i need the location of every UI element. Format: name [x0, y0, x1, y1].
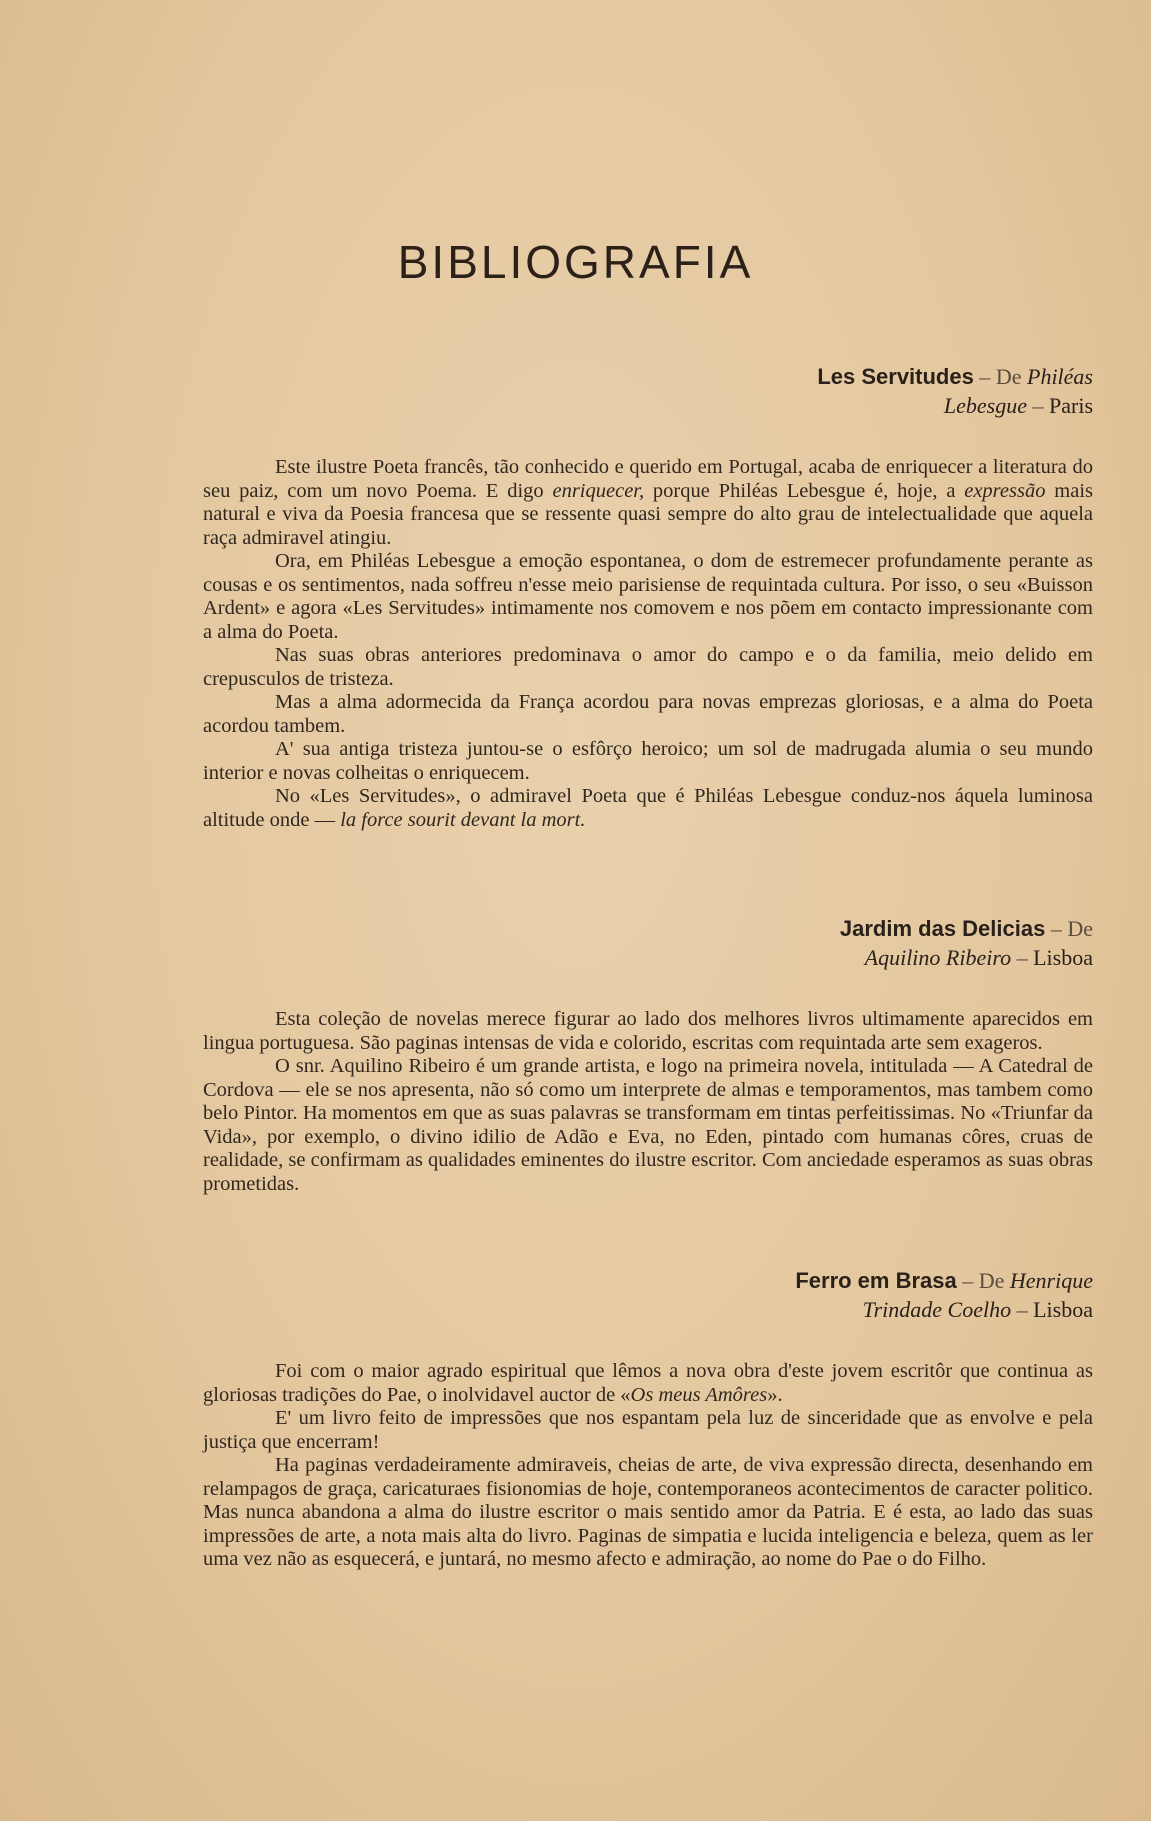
paragraph: Esta coleção de novelas merece figurar ao lado dos melhores livros ultimamente aparecidos em lingua portuguesa. São paginas intensas de vida e colorido, escritas com requintada arte sem exageros.	[203, 1008, 1093, 1054]
heading-line-1	[203, 914, 1093, 943]
publication-place: Lisboa	[1033, 1297, 1093, 1322]
paragraph: E' um livro feito de impressões que nos espantam pela luz de sinceridade que as envolve e pela justiça que encerram!	[203, 1407, 1093, 1453]
paragraph: Ora, em Philéas Lebesgue a emoção espontanea, o dom de estremecer profundamente perante as cousas e os sentimentos, nada soffreu n'esse meio parisiense de requintada cultura. Por isso, o seu «Buisson Ardent» e agora «Les Servitudes» intimamente nos comovem e nos põem em contacto impressionante com a alma do Poeta.	[203, 550, 1093, 643]
review-ferro-em-brasa	[203, 1266, 1093, 1572]
text: ».	[767, 1383, 783, 1406]
review-body	[203, 456, 1093, 832]
author-first: Philéas	[1027, 364, 1093, 389]
publication-place: Paris	[1049, 393, 1093, 418]
review-les-servitudes	[203, 362, 1093, 832]
separator: – De	[1045, 916, 1093, 941]
author-first: Henrique	[1009, 1268, 1093, 1293]
page-title: BIBLIOGRAFIA	[397, 236, 754, 288]
separator: –	[1011, 945, 1034, 970]
separator: –	[1011, 1297, 1034, 1322]
paragraph: Mas a alma adormecida da França acordou para novas emprezas gloriosas, e a alma do Poeta acordou tambem.	[203, 691, 1093, 737]
text: No «Les Servitudes», o admiravel Poeta que é Philéas Lebesgue conduz-nos áquela luminosa altitude onde —	[203, 785, 1093, 831]
publication-place: Lisboa	[1033, 945, 1093, 970]
review-jardim-das-delicias	[203, 914, 1093, 1196]
emphasis: la force sourit devant la mort.	[340, 808, 586, 831]
emphasis: enriquecer,	[552, 479, 645, 502]
book-title: Ferro em Brasa	[795, 1268, 957, 1293]
text: Este ilustre Poeta francês, tão conhecido e querido em Portugal, acaba de enriquecer a literatura do seu paiz, com um novo Poema. E digo	[203, 456, 1093, 502]
author-last: Ribeiro	[945, 945, 1012, 970]
book-title: Les Servitudes	[817, 364, 974, 389]
text: porque Philéas Lebesgue é, hoje, a	[644, 479, 965, 502]
emphasis: expressão	[964, 479, 1046, 502]
paragraph: O snr. Aquilino Ribeiro é um grande artista, e logo na primeira novela, intitulada — A Catedral de Cordova — ele se nos apresenta, não só como um interprete de almas e temporamentos, mas tambem como belo Pintor. Ha momentos em que as suas palavras se transformam em tintas perfeitissimas. No «Triunfar da Vida», por exemplo, o divino idilio de Adão e Eva, no Eden, pintado com humanas côres, cruas de realidade, se confirmam as qualidades eminentes do ilustre escritor. Com anciedade esperamos as suas obras prometidas.	[203, 1055, 1093, 1195]
author-last: Lebesgue	[943, 393, 1027, 418]
paragraph: Nas suas obras anteriores predominava o amor do campo e o da familia, meio delido em crepusculos de tristeza.	[203, 644, 1093, 690]
paragraph	[203, 456, 1093, 550]
author-last: Trindade Coelho	[862, 1297, 1012, 1322]
separator: –	[1027, 393, 1049, 418]
text: Foi com o maior agrado espiritual que lêmos a nova obra d'este jovem escritôr que continua as gloriosas tradições do Pae, o inolvidavel auctor de «	[203, 1360, 1093, 1406]
emphasis: Os meus Amôres	[630, 1383, 768, 1406]
paragraph	[203, 785, 1093, 832]
paragraph: Ha paginas verdadeiramente admiraveis, cheias de arte, de viva expressão directa, desenhando em relampagos de graça, caricaturaes fisionomias de hoje, contemporaneos acontecimentos de caracter politico. Mas nunca abandona a alma do ilustre escritor o mais sentido amor da Patria. E é esta, ao lado das suas impressões de arte, a nota mais alta do livro. Paginas de simpatia e lucida inteligencia e beleza, quem as ler uma vez não as esquecerá, e juntará, no mesmo afecto e admiração, ao nome do Pae o do Filho.	[203, 1454, 1093, 1570]
review-heading	[203, 1266, 1093, 1324]
separator: – De	[973, 364, 1027, 389]
review-heading	[203, 914, 1093, 972]
author-first: Aquilino	[864, 945, 941, 970]
heading-line-1	[203, 1266, 1093, 1295]
paragraph: A' sua antiga tristeza juntou-se o esfôrço heroico; um sol de madrugada alumia o seu mundo interior e novas colheitas o enriquecem.	[203, 738, 1093, 784]
paragraph	[203, 1360, 1093, 1407]
heading-line-2	[203, 1295, 1093, 1324]
book-title: Jardim das Delicias	[839, 916, 1046, 941]
review-body	[203, 1008, 1093, 1196]
heading-line-2	[203, 391, 1093, 420]
review-body	[203, 1360, 1093, 1572]
text: mais natural e viva da Poesia francesa que se ressente quasi sempre do alto grau de intelectualidade que aquela raça admiravel atingiu.	[203, 479, 1093, 549]
heading-line-2	[203, 943, 1093, 972]
heading-line-1	[203, 362, 1093, 391]
review-heading	[203, 362, 1093, 420]
separator: – De	[956, 1268, 1010, 1293]
